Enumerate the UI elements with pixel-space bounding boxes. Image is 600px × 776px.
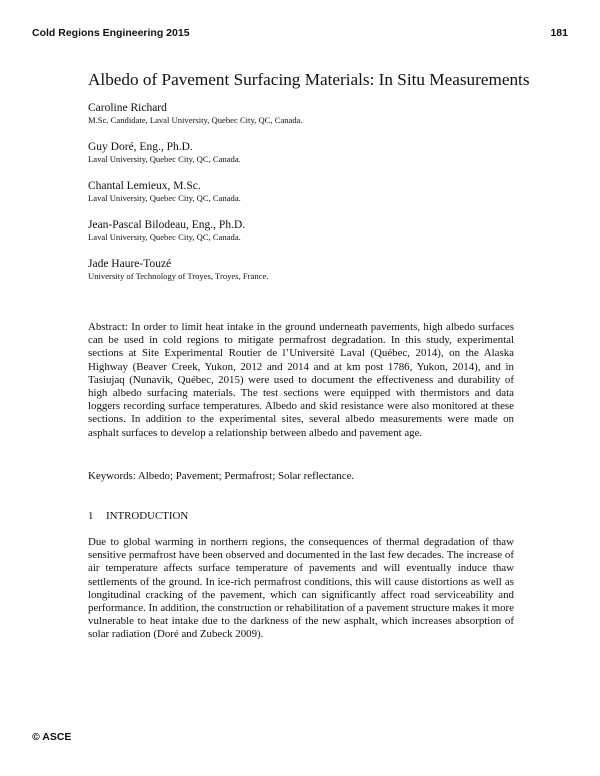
introduction-paragraph: Due to global warming in northern regions, the consequences of thermal degradation of thaw sensitive permafrost have been observed and documented in the last few decades. The increase of air temperature affects surface temperature of pavements and will eventually induce thaw settlements of the ground. In ice-rich permafrost conditions, this will cause distortions as well as longitudinal cracking of the pavement, which can significantly affect road serviceability and performance. In addition, the construction or rehabilitation of a pavement structure makes it more vulnerable to heat intake due to the darkness of the new asphalt, which increases absorption of solar radiation (Doré and Zubeck 2009). [88,536,514,641]
page-number: 181 [550,27,568,39]
running-header-journal: Cold Regions Engineering 2015 [32,27,190,39]
author-affiliation: M.Sc. Candidate, Laval University, Quebec City, QC, Canada. [88,115,303,125]
author-affiliation: Laval University, Quebec City, QC, Canada. [88,232,241,242]
author-block [88,179,514,204]
abstract-paragraph: Abstract: In order to limit heat intake in the ground underneath pavements, high albedo surfaces can be used in cold regions to mitigate permafrost degradation. In this study, experimental sections at Site Experimental Routier de l’Université Laval (Québec, 2014), on the Alaska Highway (Beaver Creek, Yukon, 2012 and 2014 and at km post 1786, Yukon, 2014), and in Tasiujaq (Nunavik, Québec, 2015) were used to document the effectiveness and durability of high albedo surfacing materials. The test sections were equipped with thermistors and data loggers recording surface temperatures. Albedo and skid resistance were also monitored at these sections. In addition to the experimental sites, several albedo measurements were made on asphalt surfaces to develop a relationship between albedo and pavement age. [88,321,514,439]
keywords-line: Keywords: Albedo; Pavement; Permafrost; Solar reflectance. [88,470,355,482]
author-affiliation: Laval University, Quebec City, QC, Canada. [88,154,241,164]
author-block [88,218,514,243]
author-name: Guy Doré, Eng., Ph.D. [88,141,193,153]
paper-title: Albedo of Pavement Surfacing Materials: In Situ Measurements [88,70,530,89]
author-name: Jade Haure-Touzé [88,258,172,270]
author-name: Chantal Lemieux, M.Sc. [88,180,201,192]
author-affiliation: Laval University, Quebec City, QC, Canada. [88,193,241,203]
section-title: INTRODUCTION [106,510,189,522]
author-block [88,257,514,282]
section-heading [88,510,188,523]
author-block [88,101,514,126]
section-number: 1 [88,510,94,522]
copyright-footer: © ASCE [32,731,72,743]
author-affiliation: University of Technology of Troyes, Troyes, France. [88,271,269,281]
author-block [88,140,514,165]
author-name: Jean-Pascal Bilodeau, Eng., Ph.D. [88,219,246,231]
author-name: Caroline Richard [88,102,167,114]
